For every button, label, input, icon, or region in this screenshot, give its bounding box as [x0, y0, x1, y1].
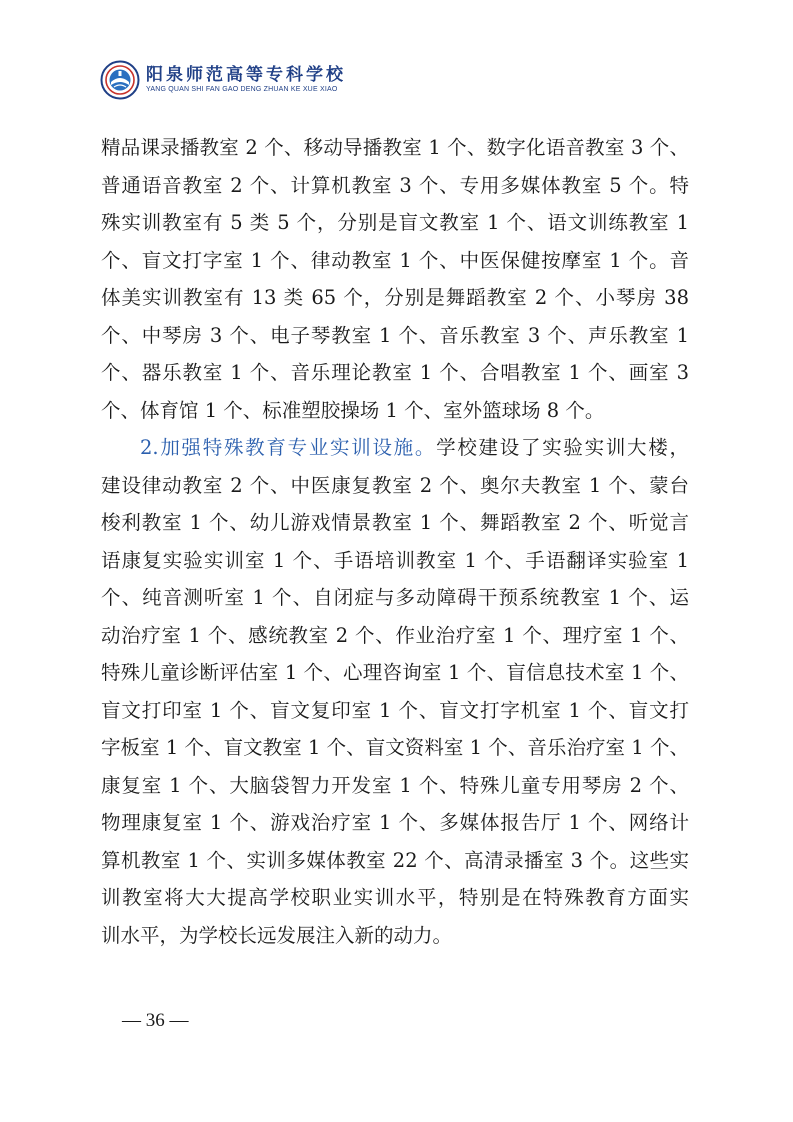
- body-line: 算机教室 1 个、实训多媒体教室 22 个、高清录播室 3 个。这些实: [101, 848, 689, 872]
- page-number: — 36 —: [122, 1010, 189, 1031]
- body-line: 个、体育馆 1 个、标准塑胶操场 1 个、室外篮球场 8 个。: [101, 398, 605, 422]
- body-line: 语康复实验实训室 1 个、手语培训教室 1 个、手语翻译实验室 1: [101, 548, 689, 572]
- body-line: 殊实训教室有 5 类 5 个，分别是盲文教室 1 个、语文训练教室 1: [101, 211, 689, 234]
- body-line: 个、盲文打字室 1 个、律动教室 1 个、中医保健按摩室 1 个。音: [101, 248, 689, 272]
- body-line: 个、器乐教室 1 个、音乐理论教室 1 个、合唱教室 1 个、画室 3: [101, 361, 689, 384]
- page-header: [100, 58, 346, 102]
- school-name: 阳泉师范高等专科学校: [146, 65, 346, 85]
- body-line: 康复室 1 个、大脑袋智力开发室 1 个、特殊儿童专用琴房 2 个、: [101, 773, 689, 797]
- school-pinyin: YANG QUAN SHI FAN GAO DENG ZHUAN KE XUE XIAO: [146, 86, 338, 93]
- body-line: 普通语音教室 2 个、计算机教室 3 个、专用多媒体教室 5 个。特: [101, 173, 689, 197]
- section-heading: 2.加强特殊教育专业实训设施。: [140, 436, 437, 459]
- body-line: 个、纯音测听室 1 个、自闭症与多动障碍干预系统教室 1 个、运: [101, 586, 689, 609]
- body-line: 训水平，为学校长远发展注入新的动力。: [101, 923, 453, 947]
- body-line: 物理康复室 1 个、游戏治疗室 1 个、多媒体报告厅 1 个、网络计: [101, 811, 689, 834]
- body-line: 建设律动教室 2 个、中医康复教室 2 个、奥尔夫教室 1 个、蒙台: [101, 473, 689, 497]
- section-first-line: [140, 431, 689, 465]
- body-line: 个、中琴房 3 个、电子琴教室 1 个、音乐教室 3 个、声乐教室 1: [101, 323, 689, 347]
- body-line: 体美实训教室有 13 类 65 个，分别是舞蹈教室 2 个、小琴房 38: [101, 286, 689, 309]
- body-line: 训教室将大大提高学校职业实训水平，特别是在特殊教育方面实: [101, 886, 689, 909]
- body-line: 精品课录播教室 2 个、移动导播教室 1 个、数字化语音教室 3 个、: [101, 136, 689, 159]
- body-line: 字板室 1 个、盲文教室 1 个、盲文资料室 1 个、音乐治疗室 1 个、: [101, 736, 689, 759]
- body-line: 动治疗室 1 个、感统教室 2 个、作业治疗室 1 个、理疗室 1 个、: [101, 623, 689, 647]
- school-emblem-icon: [100, 60, 140, 100]
- body-line: 梭利教室 1 个、幼儿游戏情景教室 1 个、舞蹈教室 2 个、听觉言: [101, 511, 689, 534]
- school-title-block: [146, 65, 346, 95]
- body-line: 盲文打印室 1 个、盲文复印室 1 个、盲文打字机室 1 个、盲文打: [101, 698, 689, 722]
- section-first-line-text: 学校建设了实验实训大楼，: [436, 436, 689, 459]
- body-line: 特殊儿童诊断评估室 1 个、心理咨询室 1 个、盲信息技术室 1 个、: [101, 661, 689, 684]
